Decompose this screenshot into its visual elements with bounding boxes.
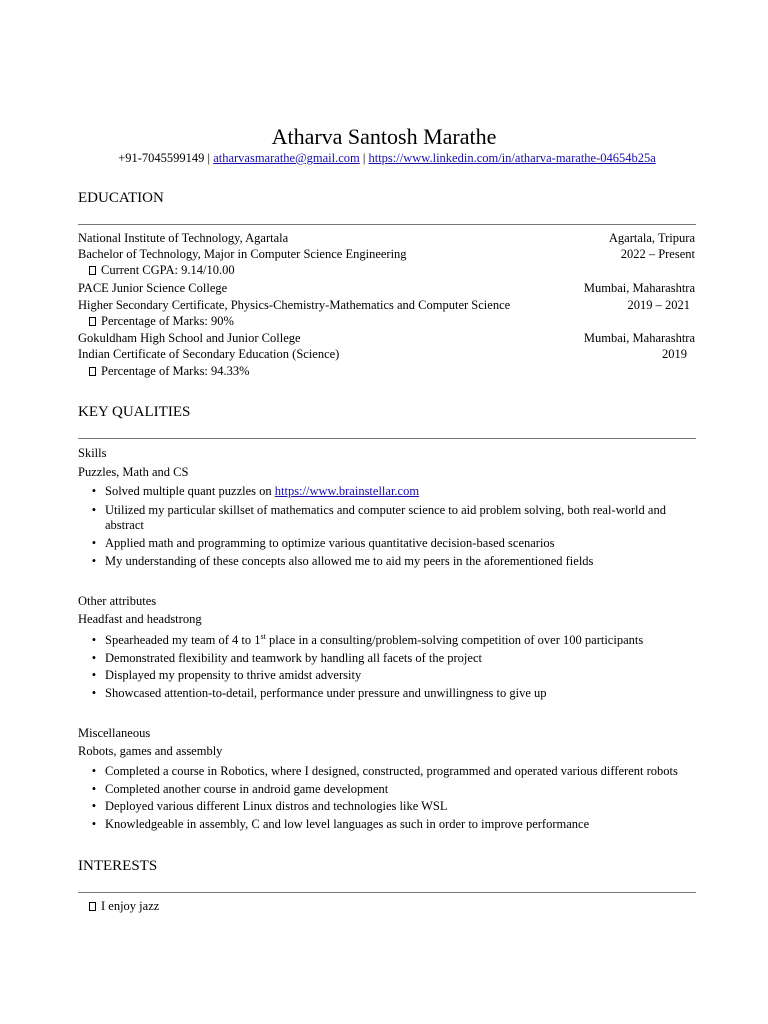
misc-bullet: Completed a course in Robotics, where I designed, constructed, programmed and operated various different robots [105, 764, 678, 778]
contact-separator: | [204, 151, 214, 165]
key-qualities-divider [78, 438, 696, 439]
bullet-icon: • [91, 503, 97, 517]
education-dates: 2019 – 2021 [627, 298, 690, 312]
bullet-icon: • [91, 799, 97, 813]
bullet-icon: • [91, 686, 97, 700]
education-degree: Indian Certificate of Secondary Education (Science) [78, 347, 340, 361]
linkedin-link[interactable]: https://www.linkedin.com/in/atharva-marathe-04654b25a [368, 151, 656, 165]
education-dates: 2019 [662, 347, 687, 361]
skills-bullet: Applied math and programming to optimize various quantitative decision-based scenarios [105, 536, 555, 550]
education-detail-text: Percentage of Marks: 90% [101, 314, 234, 328]
key-qualities-heading: KEY QUALITIES [78, 404, 191, 420]
education-detail-text: Current CGPA: 9.14/10.00 [101, 263, 235, 277]
bullet-icon: • [91, 484, 97, 498]
candidate-name: Atharva Santosh Marathe [271, 124, 497, 149]
education-heading: EDUCATION [78, 190, 164, 206]
checkbox-icon [89, 367, 96, 376]
other-bullet: Demonstrated flexibility and teamwork by handling all facets of the project [105, 651, 482, 665]
email-link[interactable]: atharvasmarathe@gmail.com [213, 151, 360, 165]
education-dates: 2022 – Present [620, 247, 695, 261]
phone-number: +91-7045599149 [118, 151, 205, 165]
bullet-icon: • [91, 817, 97, 831]
education-institution: Gokuldham High School and Junior College [78, 331, 301, 345]
education-institution: National Institute of Technology, Agartala [78, 231, 289, 245]
education-location: Agartala, Tripura [608, 231, 695, 245]
brainstellar-link[interactable]: https://www.brainstellar.com [274, 484, 420, 498]
miscellaneous-label: Miscellaneous [78, 726, 151, 740]
other-bullet: Showcased attention-to-detail, performance under pressure and unwillingness to give up [105, 686, 547, 700]
skills-subheading: Puzzles, Math and CS [78, 465, 189, 479]
bullet-text: Spearheaded my team of 4 to 1 [105, 633, 261, 647]
education-location: Mumbai, Maharashtra [583, 281, 695, 295]
bullet-icon: • [91, 633, 97, 647]
misc-bullet: Deployed various different Linux distros and technologies like WSL [105, 799, 448, 813]
miscellaneous-subheading: Robots, games and assembly [78, 744, 223, 758]
contact-separator: | [359, 151, 369, 165]
interests-divider [78, 892, 696, 893]
checkbox-icon [89, 266, 96, 275]
education-degree: Bachelor of Technology, Major in Computer Science Engineering [78, 247, 407, 261]
ordinal-suffix: st [260, 632, 266, 641]
bullet-text: Solved multiple quant puzzles on [105, 484, 275, 498]
misc-bullet: Completed another course in android game development [105, 782, 389, 796]
skills-label: Skills [78, 446, 107, 460]
education-degree: Higher Secondary Certificate, Physics-Chemistry-Mathematics and Computer Science [78, 298, 511, 312]
checkbox-icon [89, 902, 96, 911]
other-bullet [105, 633, 695, 648]
bullet-icon: • [91, 554, 97, 568]
education-divider [78, 224, 696, 225]
interest-text: I enjoy jazz [101, 899, 160, 913]
education-location: Mumbai, Maharashtra [583, 331, 695, 345]
skills-bullet: My understanding of these concepts also allowed me to aid my peers in the aforementioned fields [105, 554, 594, 568]
education-detail [89, 364, 250, 379]
skills-bullet: Utilized my particular skillset of mathematics and computer science to aid problem solving, both real-world and abstract [105, 503, 666, 532]
education-detail-text: Percentage of Marks: 94.33% [101, 364, 250, 378]
bullet-text: place in a consulting/problem-solving competition of over 100 participants [265, 633, 644, 647]
skills-bullet [105, 484, 695, 499]
bullet-icon: • [91, 764, 97, 778]
education-institution: PACE Junior Science College [78, 281, 228, 295]
bullet-icon: • [91, 782, 97, 796]
bullet-icon: • [91, 651, 97, 665]
other-attributes-label: Other attributes [78, 594, 157, 608]
contact-line [0, 151, 768, 166]
bullet-icon: • [91, 536, 97, 550]
interests-heading: INTERESTS [78, 858, 158, 874]
misc-bullet: Knowledgeable in assembly, C and low level languages as such in order to improve performance [105, 817, 590, 831]
education-detail [89, 263, 235, 278]
education-detail [89, 314, 234, 329]
bullet-icon: • [91, 668, 97, 682]
other-attributes-subheading: Headfast and headstrong [78, 612, 202, 626]
interest-item [89, 899, 159, 914]
checkbox-icon [89, 317, 96, 326]
other-bullet: Displayed my propensity to thrive amidst adversity [105, 668, 362, 682]
